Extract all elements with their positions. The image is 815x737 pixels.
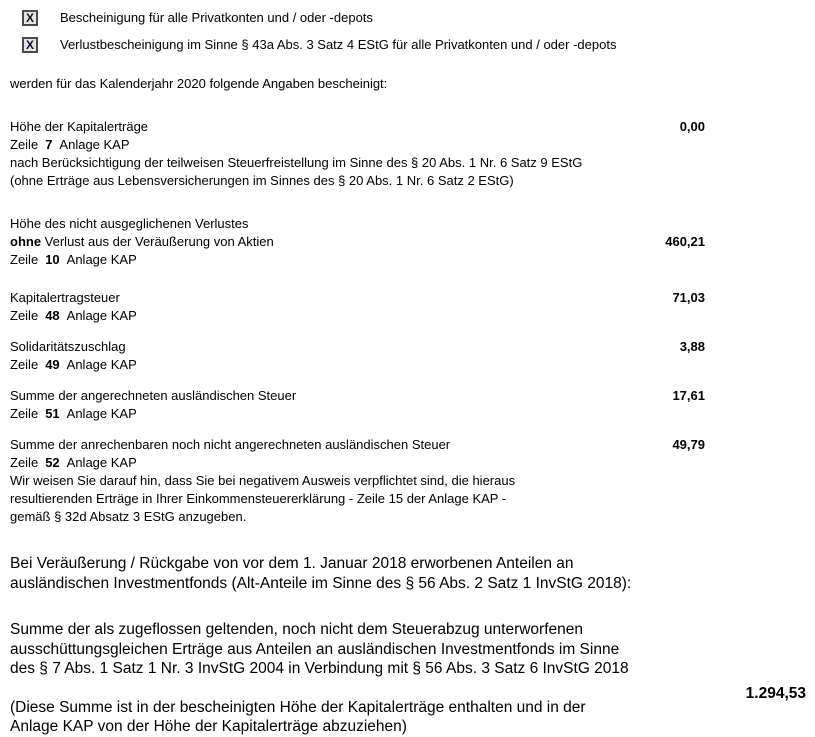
zeile-number: 49: [45, 357, 60, 372]
entry-note: gemäß § 32d Absatz 3 EStG anzugeben.: [10, 509, 247, 524]
footnote-line: Anlage KAP von der Höhe der Kapitalerträge abzuziehen): [10, 718, 407, 735]
zeile-suffix: Anlage KAP: [66, 455, 137, 470]
zeile-label: Zeile: [10, 455, 39, 470]
footnote-line: (Diese Summe ist in der bescheinigten Höhe der Kapitalerträge enthalten und in der: [10, 698, 586, 716]
zeile-number: 10: [45, 252, 60, 267]
zeile-label: Zeile: [10, 137, 39, 152]
checkbox-row-privatkonten: [22, 9, 815, 27]
entry-verlust: [10, 215, 815, 269]
entry-angerechnete-steuer: [10, 387, 815, 423]
entry-value: 71,03: [672, 290, 705, 305]
entry-value: 3,88: [679, 339, 705, 354]
zeile-label: Zeile: [10, 406, 39, 421]
zeile-number: 48: [45, 308, 60, 323]
zeile-row: [10, 356, 815, 374]
entry-subtitle-row: [10, 233, 815, 251]
zeile-row: [10, 405, 815, 423]
entry-title: Höhe der Kapitalerträge: [10, 119, 149, 134]
heading-line: Bei Veräußerung / Rückgabe von vor dem 1. Januar 2018 erworbenen Anteilen an: [10, 555, 574, 572]
entry-title-row: [10, 436, 815, 454]
zeile-suffix: Anlage KAP: [59, 137, 130, 152]
entry-title: Summe der angerechneten ausländischen Steuer: [10, 388, 297, 403]
body-line: Summe der als zugeflossen geltenden, noch nicht dem Steuerabzug unterworfenen: [10, 621, 583, 638]
entry-value: 460,21: [665, 234, 705, 249]
checkbox-row-verlustbescheinigung: [22, 36, 815, 54]
entry-title-row: [10, 338, 815, 356]
entry-title: Summe der anrechenbaren noch nicht angerechneten ausländischen Steuer: [10, 437, 451, 452]
entry-value: 0,00: [679, 119, 705, 134]
checkbox-verlustbescheinigung[interactable]: X: [22, 37, 38, 53]
heading-line: ausländischen Investmentfonds (Alt-Anteile im Sinne des § 56 Abs. 2 Satz 1 InvStG 2018):: [10, 574, 632, 592]
entry-title: Kapitalertragsteuer: [10, 290, 120, 305]
zeile-label: Zeile: [10, 357, 39, 372]
entry-note: resultierenden Erträge in Ihrer Einkommensteuererklärung - Zeile 15 der Anlage KAP -: [10, 491, 507, 506]
entry-value: 17,61: [672, 388, 705, 403]
checkbox-privatkonten-label: Bescheinigung für alle Privatkonten und / oder -depots: [60, 10, 373, 25]
zeile-row: [10, 251, 815, 269]
entry-title-row: [10, 118, 815, 136]
alt-anteile-section: [10, 554, 815, 737]
entry-note: nach Berücksichtigung der teilweisen Steuerfreistellung im Sinne des § 20 Abs. 1 Nr. 6 Satz 9 EStG: [10, 155, 583, 170]
entry-anrechenbare-steuer: [10, 436, 815, 526]
checkbox-privatkonten[interactable]: X: [22, 10, 38, 26]
entry-kapitalertraege: [10, 118, 815, 190]
entry-title: Höhe des nicht ausgeglichenen Verlustes: [10, 216, 249, 231]
zeile-label: Zeile: [10, 252, 39, 267]
alt-anteile-heading: [10, 554, 815, 593]
zeile-number: 7: [45, 137, 53, 152]
intro-line: werden für das Kalenderjahr 2020 folgende Angaben bescheinigt:: [10, 76, 388, 91]
zeile-row: [10, 136, 815, 154]
zeile-row: [10, 454, 815, 472]
zeile-suffix: Anlage KAP: [66, 406, 137, 421]
entry-value: 49,79: [672, 437, 705, 452]
entry-title: Solidaritätszuschlag: [10, 339, 126, 354]
zeile-suffix: Anlage KAP: [66, 252, 137, 267]
zeile-number: 51: [45, 406, 60, 421]
entry-note: (ohne Erträge aus Lebensversicherungen im Sinnes des § 20 Abs. 1 Nr. 6 Satz 2 EStG): [10, 173, 514, 188]
checkbox-verlustbescheinigung-label: Verlustbescheinigung im Sinne § 43a Abs. 3 Satz 4 EStG für alle Privatkonten und / oder -depots: [60, 37, 617, 52]
body-line: des § 7 Abs. 1 Satz 1 Nr. 3 InvStG 2004 in Verbindung mit § 56 Abs. 3 Satz 6 InvStG 2018: [10, 660, 629, 677]
entry-title-row: [10, 289, 815, 307]
alt-anteile-body: [10, 620, 815, 679]
zeile-label: Zeile: [10, 308, 39, 323]
body-line: ausschüttungsgleichen Erträge aus Anteilen an ausländischen Investmentfonds im Sinne: [10, 640, 620, 658]
zeile-number: 52: [45, 455, 60, 470]
alt-anteile-value: 1.294,53: [745, 684, 806, 702]
entry-subtitle-bold: ohne: [10, 234, 42, 249]
alt-anteile-footnote: [10, 684, 815, 737]
entry-note: Wir weisen Sie darauf hin, dass Sie bei negativem Ausweis verpflichtet sind, die hieraus: [10, 473, 516, 488]
zeile-suffix: Anlage KAP: [66, 357, 137, 372]
zeile-suffix: Anlage KAP: [66, 308, 137, 323]
entry-kapitalertragsteuer: [10, 289, 815, 325]
entry-solidaritaetszuschlag: [10, 338, 815, 374]
entry-title-row: [10, 387, 815, 405]
entry-subtitle: Verlust aus der Veräußerung von Aktien: [41, 234, 274, 249]
zeile-row: [10, 307, 815, 325]
